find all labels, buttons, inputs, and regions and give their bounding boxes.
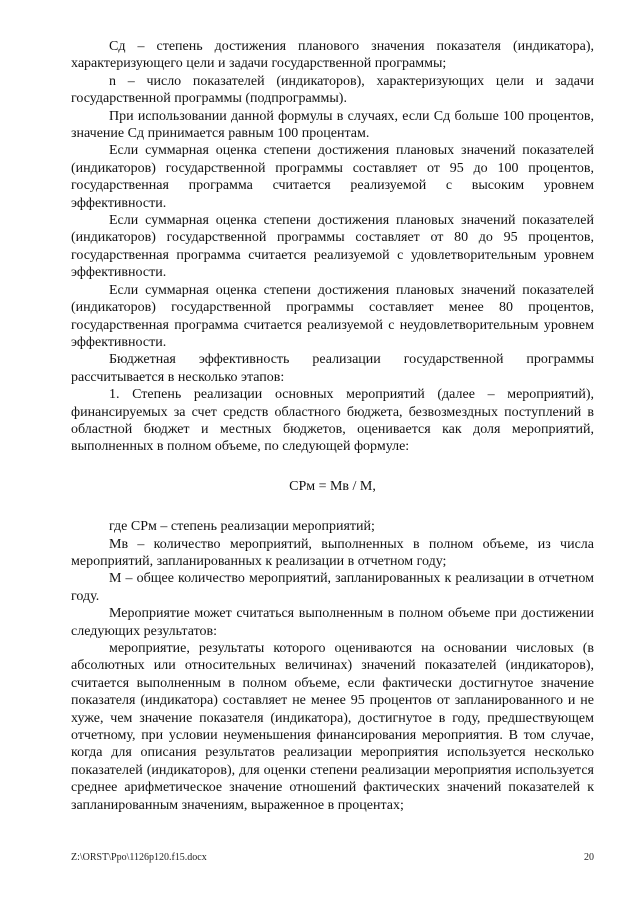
paragraph-step-one: 1. Степень реализации основных мероприятий (далее – мероприятий), финансируемых за счет средств областного бюджета, безвозмездных поступлений в областной бюджет и местных бюджетов, оценивается как доля мероприятий, выполненных в полном объеме, по следующей формуле: (71, 387, 594, 455)
file-path: Z:\ORST\Ppo\1126p120.f15.docx (71, 852, 207, 863)
paragraph-satisfactory-efficiency: Если суммарная оценка степени достижения плановых значений показателей (индикаторов) государственной программы составляет от 80 до 95 процентов, государственная программа считается реализуемой с удовлетворительным уровнем эффективности. (71, 213, 594, 281)
document-body (71, 38, 594, 814)
paragraph-mv-definition: Мв – количество мероприятий, выполненных в полном объеме, из числа мероприятий, запланированных к реализации в отчетном году; (71, 536, 594, 569)
paragraph-unsatisfactory-efficiency: Если суммарная оценка степени достижения плановых значений показателей (индикаторов) государственной программы составляет менее 80 процентов, государственная программа считается реализуемой с неудовлетворительным уровнем эффективности. (71, 282, 594, 350)
paragraph-sd-definition: Сд – степень достижения планового значения показателя (индикатора), характеризующего цели и задачи государственной программы; (71, 39, 594, 72)
paragraph-budget-efficiency: Бюджетная эффективность реализации государственной программы рассчитывается в несколько этапов: (71, 352, 594, 385)
paragraph-formula-cap: При использовании данной формулы в случаях, если Сд больше 100 процентов, значение Сд принимается равным 100 процентам. (71, 108, 594, 142)
paragraph-completion-criteria: Мероприятие может считаться выполненным в полном объеме при достижении следующих результатов: (71, 606, 594, 639)
page-number: 20 (584, 852, 594, 863)
paragraph-n-definition: n – число показателей (индикаторов), характеризующих цели и задачи государственной программы (подпрограммы). (71, 73, 594, 107)
paragraph-where-srm: где СРм – степень реализации мероприятий; (109, 519, 375, 535)
paragraph-numeric-results: мероприятие, результаты которого оцениваются на основании числовых (в абсолютных или относительных величинах) значений показателей (индикаторов), считается выполненным в полном объеме, если фактически достигнутое значение показателя (индикатора) составляет не менее 95 процентов от запланированного и не хуже, чем значение показателя (индикатора), достигнутое в году, предшествующем отчетному, при условии неуменьшения финансирования мероприятия. В том случае, когда для описания результатов реализации мероприятия используется несколько показателей (индикаторов), для оценки степени реализации мероприятия используется среднее арифметическое значение отношений фактических значений показателей к запланированным значениям, выраженное в процентах; (71, 641, 594, 813)
formula-line: СРм = Мв / М, (289, 478, 376, 494)
paragraph-m-definition: М – общее количество мероприятий, запланированных к реализации в отчетном году. (71, 571, 594, 604)
paragraph-high-efficiency: Если суммарная оценка степени достижения плановых значений показателей (индикаторов) государственной программы составляет от 95 до 100 процентов, государственная программа считается реализуемой с высоким уровнем эффективности. (71, 143, 594, 211)
